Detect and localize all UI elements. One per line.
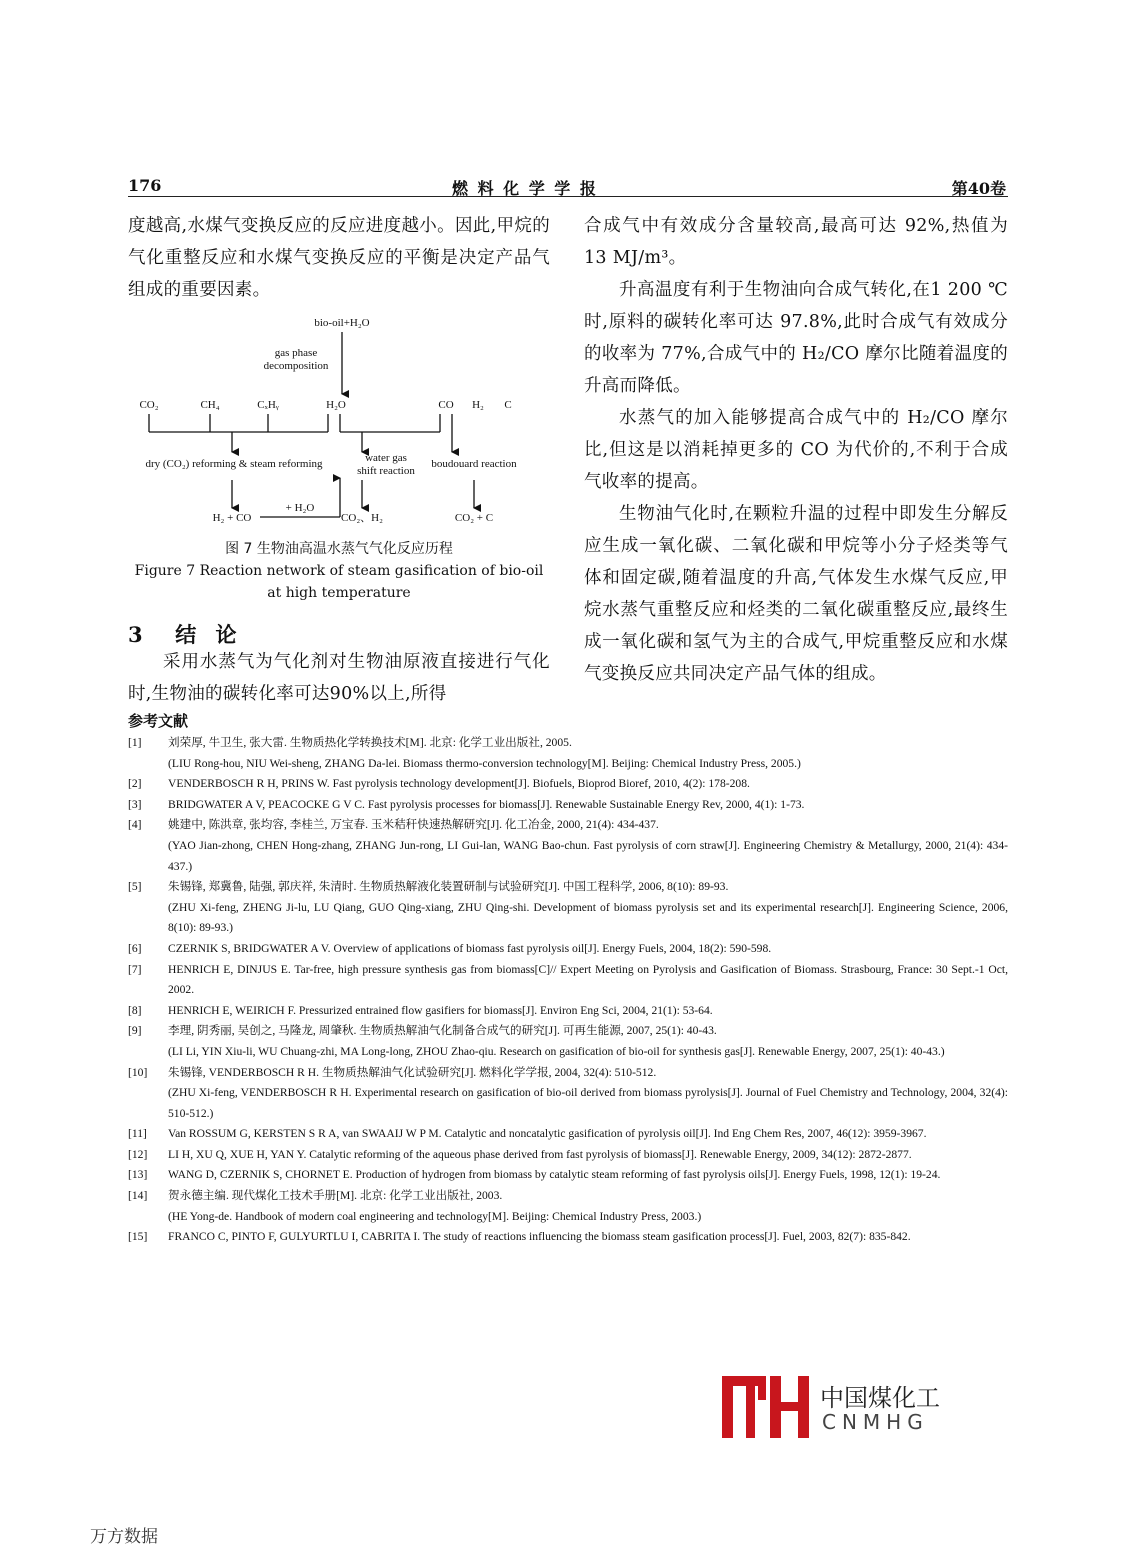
paragraph-1: 合成气中有效成分含量较高,最高可达 92%,热值为 13 MJ/m³。 [584,216,1008,268]
reaction-boudouard: boudouard reaction [431,458,517,470]
footer-watermark: 万方数据 [90,1527,158,1547]
reference-item: [7] HENRICH E, DINJUS E. Tar-free, high pressure synthesis gas from biomass[C]// Expert Meeting on Pyrolysis and Gasification of Biomass. Strasbourg, France: 30 Sept.-1 Oct, 2002. [128,962,1008,997]
plus-h2o-label: + H₂O [285,502,315,514]
cnmhg-logo [720,1376,950,1438]
paragraph: 度越高,水煤气变换反应的反应进度越小。因此,甲烷的气化重整反应和水煤气变换反应的平衡是决定产品气组成的重要因素。 [128,216,550,300]
caption-en-1: Figure 7 Reaction network of steam gasification of bio-oil [134,563,544,579]
reference-item: [3] BRIDGWATER A V, PEACOCKE G V C. Fast pyrolysis processes for biomass[J]. Renewable Sustainable Energy Rev, 2000, 4(1): 1-73. [128,797,805,811]
diagram-top-label: bio-oil+H₂O [314,317,370,329]
volume-label: 第40卷 [951,179,1006,198]
reference-item: [6] CZERNIK S, BRIDGWATER A V. Overview of applications of biomass fast pyrolysis oil[J]. Energy Fuels, 2004, 18(2): 590-598. [128,941,772,955]
section-number: 3 [128,622,149,647]
reference-item: [14] 贺永德主编. 现代煤化工技术手册[M]. 北京: 化学工业出版社, 2003. (HE Yong-de. Handbook of modern coal engineering and technology[M]. Beijing: Chemical Industry Press, 2003.) [128,1189,702,1223]
reference-item: [15] FRANCO C, PINTO F, GULYURTLU I, CABRITA I. The study of reactions influencing the biomass steam gasification process[J]. Fuel, 2003, 82(7): 835-842. [128,1230,911,1244]
reaction-dry-steam-reforming: dry (CO₂) reforming & steam reforming [145,458,323,470]
right-column-text [584,210,1008,690]
reaction-wgs-2: shift reaction [357,465,415,477]
reference-item: [4] 姚建中, 陈洪章, 张均容, 李桂兰, 万宝春. 玉米秸秆快速热解研究[J]. 化工冶金, 2000, 21(4): 434-437. (YAO Jian-zhong, CHEN Hong-zhang, ZHANG Jun-rong, LI Gui-lan, WANG Bao-chun. Fast pyrolysis of corn straw[J]. Engineering Chemistry & Metallurgy, 2000, 21(4): 434-437.) [128,818,1008,873]
paragraph-2: 升高温度有利于生物油向合成气转化,在1 200 ℃时,原料的碳转化率可达 97.8%,此时合成气有效成分的收率为 77%,合成气中的 H₂/CO 摩尔比随着温度的升高而降低。 [584,280,1008,396]
paragraph-3: 水蒸气的加入能够提高合成气中的 H₂/CO 摩尔比,但这是以消耗掉更多的 CO 为代价的,不利于合成气收率的提高。 [584,408,1008,492]
species-h2o: H₂O [326,399,346,411]
species-ch4: CH₄ [200,399,220,411]
header-rule [128,196,1008,197]
section-body [128,646,550,710]
diagram-step-label-2: decomposition [263,360,329,372]
reference-item: [8] HENRICH E, WEIRICH F. Pressurized entrained flow gasifiers for biomass[J]. Environ Eng Sci, 2004, 21(1): 53-64. [128,1003,713,1017]
species-co: CO [438,399,454,411]
reaction-wgs-1: water gas [365,452,407,464]
reaction-network-diagram [128,310,550,530]
reference-item: [11] Van ROSSUM G, KERSTEN S R A, van SWAAIJ W P M. Catalytic and noncatalytic gasification of pyrolysis oil[J]. Ind Eng Chem Res, 2007, 46(12): 3959-3967. [128,1127,927,1141]
reference-item: [1] 刘荣厚, 牛卫生, 张大雷. 生物质热化学转换技术[M]. 北京: 化学工业出版社, 2005. (LIU Rong-hou, NIU Wei-sheng, ZHANG Da-lei. Biomass thermo-conversion technology[M]. Beijing: Chemical Industry Press, 2005.) [128,736,801,770]
reference-item: [13] WANG D, CZERNIK S, CHORNET E. Production of hydrogen from biomass by catalytic steam reforming of fast pyrolysis oils[J]. Energy Fuels, 1998, 12(1): 19-24. [128,1168,941,1182]
species-co2: CO₂ [139,399,159,411]
paragraph-4: 生物油气化时,在颗粒升温的过程中即发生分解反应生成一氧化碳、二氧化碳和甲烷等小分子烃类等气体和固定碳,随着温度的升高,气体发生水煤气反应,甲烷水蒸气重整反应和烃类的二氧化碳重整反应,最终生成一氧化碳和氢气为主的合成气,甲烷重整反应和水煤气变换反应共同决定产品气体的组成。 [584,504,1008,684]
reference-item: [12] LI H, XU Q, XUE H, YAN Y. Catalytic reforming of the aqueous phase derived from fast pyrolysis of biomass[J]. Renewable Energy, 2009, 34(12): 2872-2877. [128,1147,912,1161]
species-c: C [504,399,512,411]
cnmhg-logo-mark-icon [720,1376,812,1438]
diagram-step-label-1: gas phase [274,347,318,359]
product-co2-c: CO₂ + C [454,512,494,524]
reference-item: [5] 朱锡锋, 郑冀鲁, 陆强, 郭庆祥, 朱清时. 生物质热解液化装置研制与试验研究[J]. 中国工程科学, 2006, 8(10): 89-93. (ZHU Xi-feng, ZHENG Ji-lu, LU Qiang, GUO Qing-xiang, ZHU Qing-shi. Development of biomass pyrolysis set and its experimental research[J]. Engineering Science, 2006, 8(10): 89-93.) [128,880,1008,935]
logo-en-text: CNMHG [822,1410,929,1434]
section-heading [128,619,243,649]
journal-title: 燃 料 化 学 学 报 [452,179,598,198]
reference-item: [10] 朱锡锋, VENDERBOSCH R H. 生物质热解油气化试验研究[J]. 燃料化学学报, 2004, 32(4): 510-512. (ZHU Xi-feng, VENDERBOSCH R H. Experimental research on gasification of bio-oil derived from biomass pyrolysis[J]. Journal of Fuel Chemistry and Technology, 2004, 32(4): 510-512.) [128,1065,1008,1120]
left-column-text [128,210,550,306]
paragraph: 采用水蒸气为气化剂对生物油原液直接进行气化时,生物油的碳转化率可达90%以上,所得 [128,652,550,704]
reference-list [128,733,1008,1248]
page-number: 176 [128,176,162,195]
caption-cn: 图 7 生物油高温水蒸气气化反应历程 [225,541,453,557]
species-h2: H₂ [472,399,484,411]
species-cxhy: CₓHᵧ [257,399,279,411]
reference-item: [2] VENDERBOSCH R H, PRINS W. Fast pyrolysis technology development[J]. Biofuels, Bioprod Bioref, 2010, 4(2): 178-208. [128,777,750,791]
logo-cn-text: 中国煤化工 [820,1384,940,1412]
reference-item: [9] 李理, 阴秀丽, 吴创之, 马隆龙, 周肇秋. 生物质热解油气化制备合成气的研究[J]. 可再生能源, 2007, 25(1): 40-43. (LI Li, YIN Xiu-li, WU Chuang-zhi, MA Long-long, ZHOU Zhao-qiu. Research on gasification of bio-oil for synthesis gas[J]. Renewable Energy, 2007, 25(1): 40-43.) [128,1024,945,1058]
figure-caption [128,538,550,604]
section-title: 结 论 [175,622,243,647]
caption-en-2: at high temperature [267,585,411,601]
product-co2-h2: CO₂、H₂ [341,512,383,524]
product-h2-co: H₂ + CO [212,512,252,524]
references-heading: 参考文献 [128,712,189,730]
